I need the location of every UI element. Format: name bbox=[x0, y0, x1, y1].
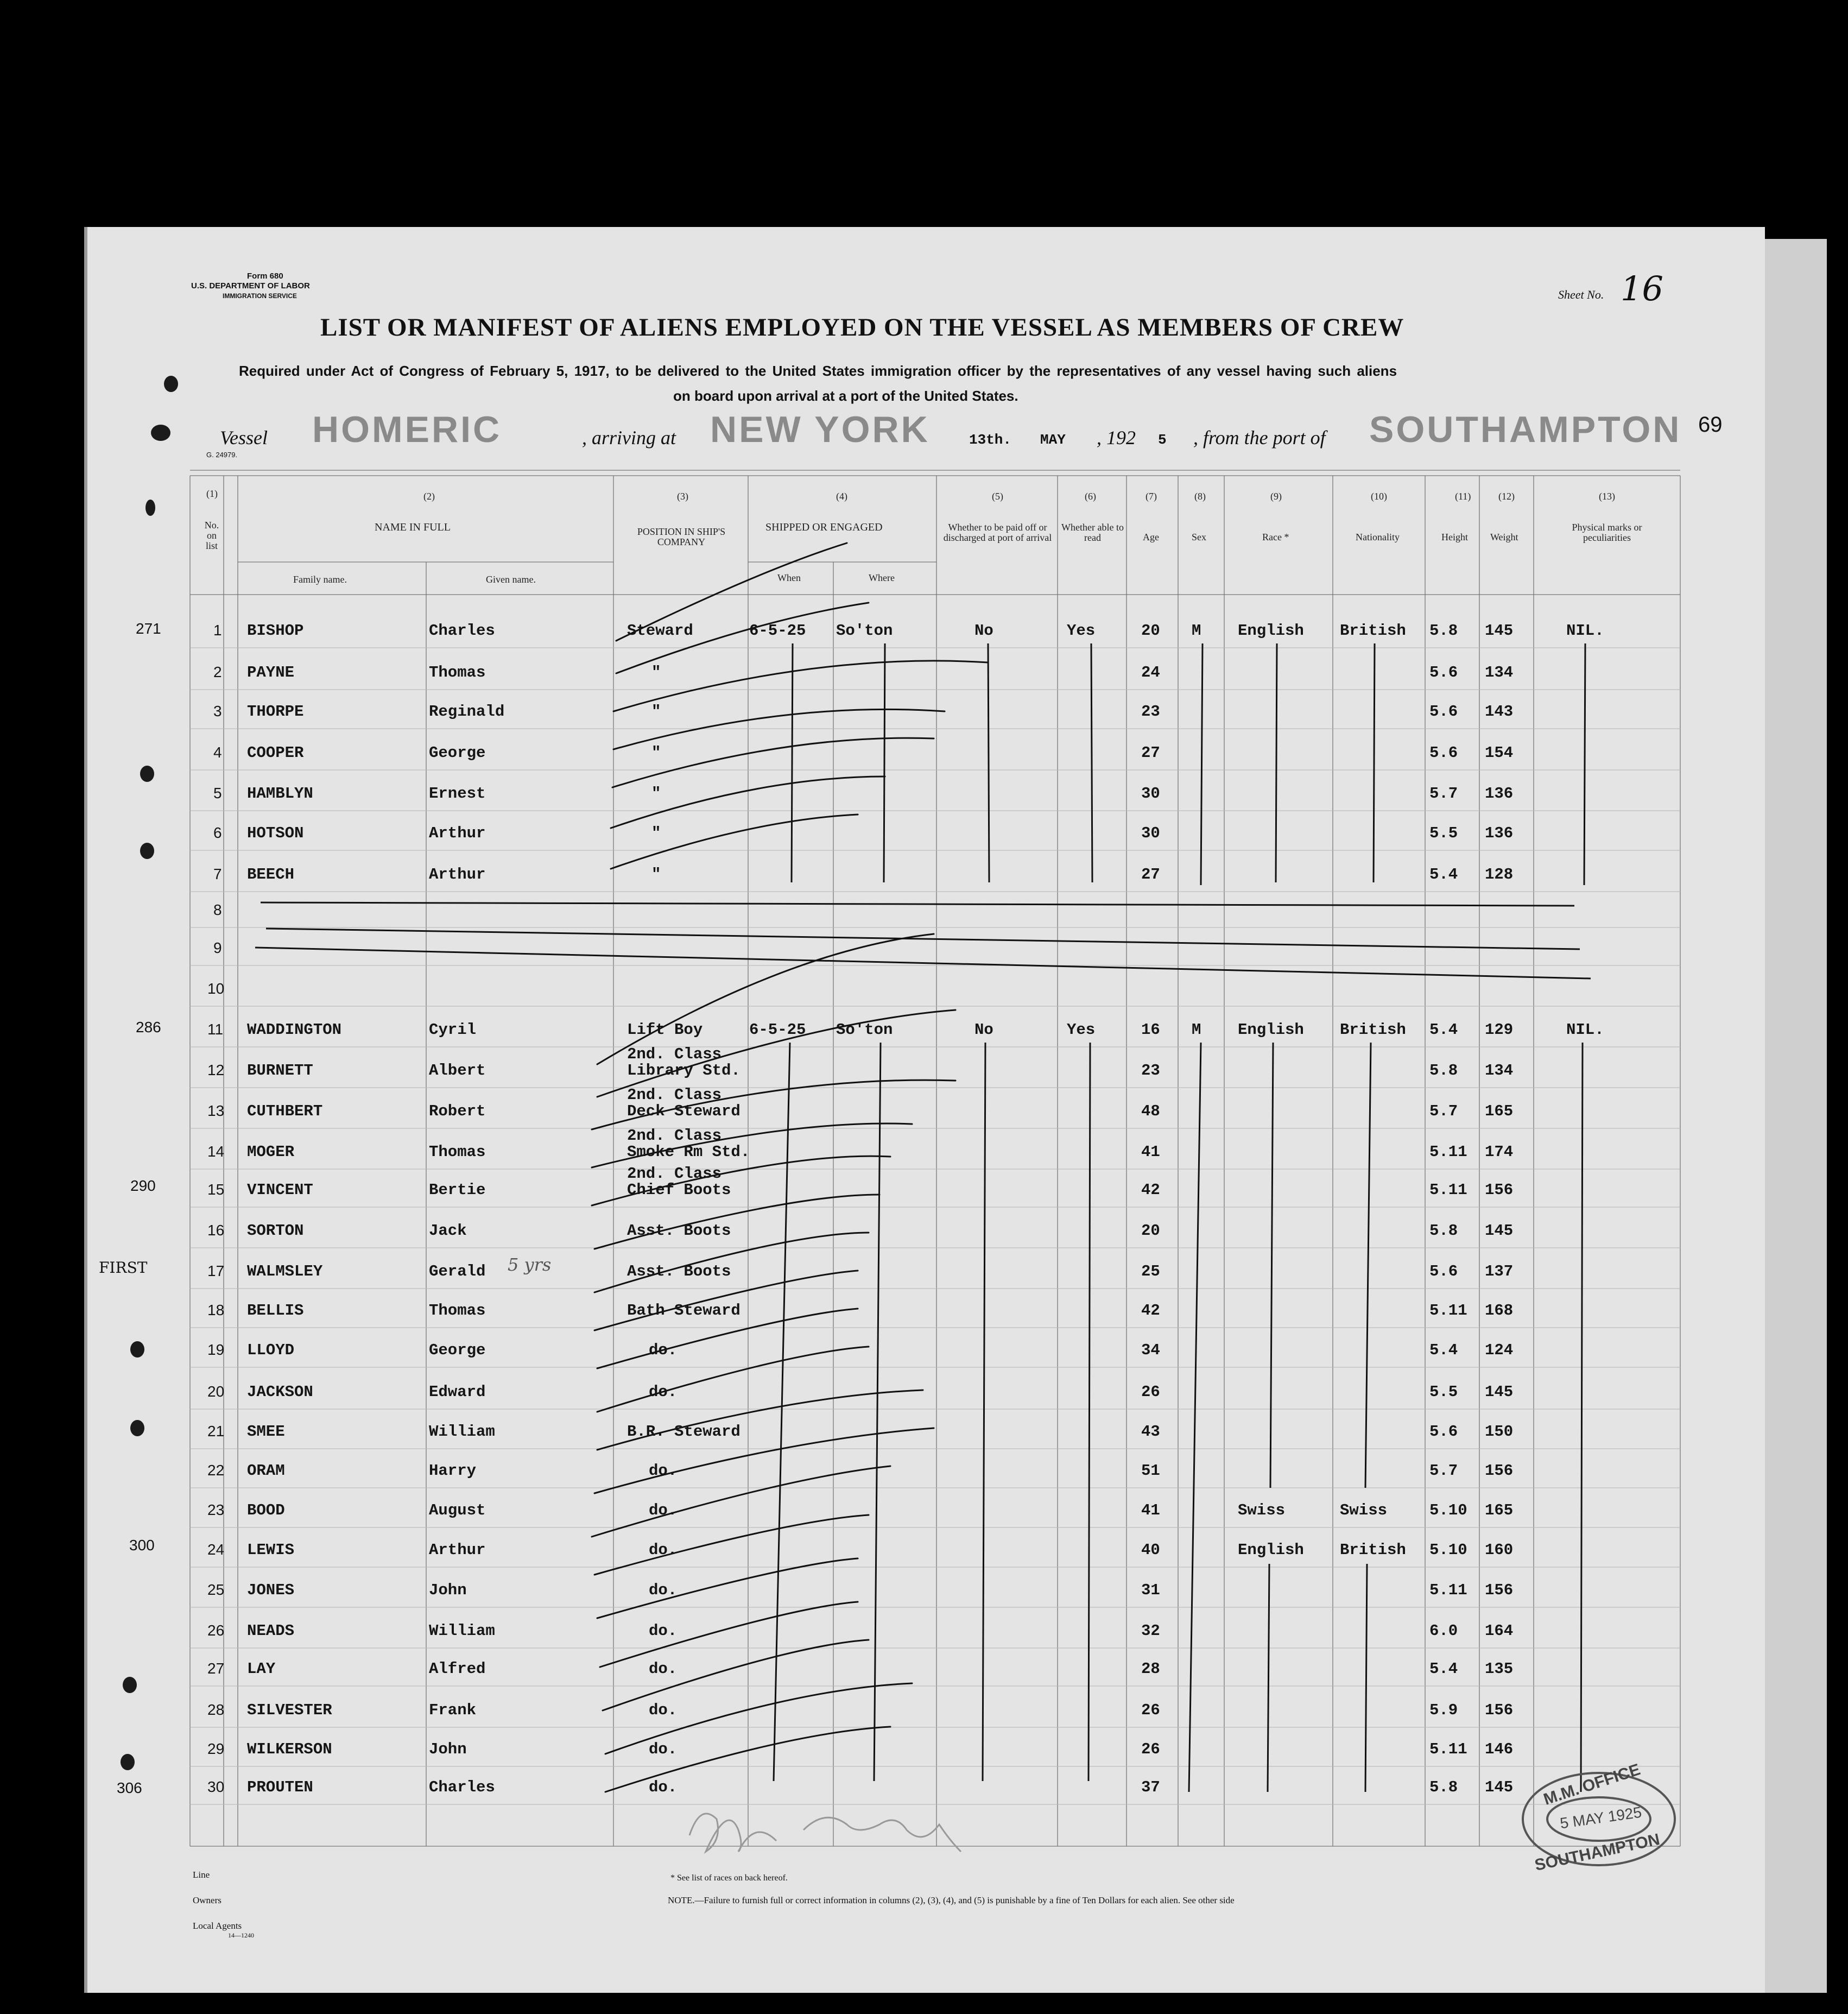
cell-given: Cyril bbox=[429, 1021, 477, 1039]
col1-label-text: No. on list bbox=[204, 520, 219, 551]
arrival-port: NEW YORK bbox=[710, 409, 930, 450]
cell-family: NEADS bbox=[247, 1622, 295, 1640]
cell-family: WADDINGTON bbox=[247, 1021, 342, 1039]
cell-weight: 156 bbox=[1485, 1181, 1514, 1199]
cell-no: 15 bbox=[207, 1181, 225, 1198]
cell-family: HAMBLYN bbox=[247, 785, 313, 803]
cell-age: 28 bbox=[1141, 1660, 1160, 1678]
cell-weight: 164 bbox=[1485, 1622, 1514, 1640]
cell-given: Harry bbox=[429, 1462, 477, 1480]
cell-no: 1 bbox=[213, 622, 222, 639]
cell-height: 5.8 bbox=[1429, 622, 1458, 640]
cell-height: 5.7 bbox=[1429, 785, 1458, 803]
cell-family: VINCENT bbox=[247, 1181, 313, 1199]
cell-no: 21 bbox=[207, 1423, 225, 1440]
cell-position: " bbox=[651, 664, 661, 681]
cell-family: PAYNE bbox=[247, 664, 295, 681]
cell-position: do. bbox=[649, 1581, 678, 1599]
col9-label: Race * bbox=[1262, 532, 1289, 542]
stamp-top: M.M. OFFICE bbox=[1541, 1760, 1643, 1809]
footer-footnote: * See list of races on back hereof. bbox=[670, 1873, 788, 1883]
cell-given: Arthur bbox=[429, 824, 486, 842]
cell-weight: 134 bbox=[1485, 1062, 1514, 1079]
col10-num: (10) bbox=[1371, 491, 1387, 502]
cell-position: do. bbox=[649, 1622, 678, 1640]
cell-age: 41 bbox=[1141, 1143, 1160, 1161]
cell-given: Charles bbox=[429, 1778, 495, 1796]
cell-no: 30 bbox=[207, 1778, 225, 1795]
col4-label: SHIPPED OR ENGAGED bbox=[765, 521, 883, 533]
cell-age: 43 bbox=[1141, 1423, 1160, 1441]
cell-paid: No bbox=[974, 622, 993, 640]
cell-weight: 150 bbox=[1485, 1423, 1514, 1441]
footer-agents-label: Local Agents bbox=[193, 1921, 242, 1931]
cell-age: 26 bbox=[1141, 1383, 1160, 1401]
cell-weight: 136 bbox=[1485, 824, 1514, 842]
col2-family: Family name. bbox=[293, 574, 347, 585]
cell-given: Ernest bbox=[429, 785, 486, 803]
cell-age: 31 bbox=[1141, 1581, 1160, 1599]
cell-height: 5.8 bbox=[1429, 1062, 1458, 1079]
margin-note: 290 bbox=[130, 1177, 156, 1194]
footer-owners-label: Owners bbox=[193, 1895, 221, 1905]
cell-height: 5.7 bbox=[1429, 1462, 1458, 1480]
cell-height: 5.4 bbox=[1429, 1021, 1458, 1039]
cell-family: BISHOP bbox=[247, 622, 304, 640]
cell-given: Reginald bbox=[429, 703, 505, 721]
cell-age: 27 bbox=[1141, 744, 1160, 762]
sheet-number: 16 bbox=[1621, 269, 1663, 308]
cell-position: do. bbox=[649, 1660, 678, 1678]
cell-no: 25 bbox=[207, 1581, 225, 1598]
cell-given: John bbox=[429, 1581, 467, 1599]
cell-position: " bbox=[651, 744, 661, 762]
cell-weight: 145 bbox=[1485, 1222, 1514, 1240]
cell-age: 32 bbox=[1141, 1622, 1160, 1640]
cell-height: 5.6 bbox=[1429, 744, 1458, 762]
cell-read: Yes bbox=[1067, 1021, 1096, 1039]
cell-given: Jack bbox=[429, 1222, 467, 1240]
cell-height: 5.5 bbox=[1429, 1383, 1458, 1401]
cell-position: 2nd. Class bbox=[627, 1086, 722, 1104]
cell-age: 42 bbox=[1141, 1302, 1160, 1319]
date-day: 13th. bbox=[969, 432, 1012, 448]
cell-weight: 156 bbox=[1485, 1462, 1514, 1480]
cell-position: " bbox=[651, 866, 661, 883]
cell-race: English bbox=[1238, 1541, 1304, 1559]
cell-weight: 165 bbox=[1485, 1102, 1514, 1120]
col10-label: Nationality bbox=[1356, 532, 1400, 542]
cell-age: 20 bbox=[1141, 622, 1160, 640]
cell-family: WALMSLEY bbox=[247, 1262, 323, 1280]
margin-note: 300 bbox=[129, 1537, 155, 1554]
cell-race: English bbox=[1238, 622, 1304, 640]
cell-position: 2nd. Class bbox=[627, 1045, 722, 1063]
cell-given: August bbox=[429, 1501, 486, 1519]
cell-position: Asst. Boots bbox=[627, 1222, 731, 1240]
cell-position: Bath Steward bbox=[627, 1302, 741, 1319]
cell-family: CUTHBERT bbox=[247, 1102, 323, 1120]
col2-given: Given name. bbox=[486, 574, 536, 585]
cell-no: 24 bbox=[207, 1541, 225, 1558]
cell-weight: 128 bbox=[1485, 866, 1514, 883]
cell-height: 5.8 bbox=[1429, 1222, 1458, 1240]
cell-family: SMEE bbox=[247, 1423, 285, 1441]
cell-weight: 124 bbox=[1485, 1341, 1514, 1359]
page-ref: 69 bbox=[1698, 413, 1723, 437]
cell-no: 5 bbox=[213, 785, 222, 801]
cell-given: William bbox=[429, 1423, 495, 1441]
footer-line-label: Line bbox=[193, 1870, 210, 1880]
year-suffix: 5 bbox=[1158, 432, 1167, 448]
cell-age: 24 bbox=[1141, 664, 1160, 681]
cell-age: 30 bbox=[1141, 785, 1160, 803]
cell-age: 42 bbox=[1141, 1181, 1160, 1199]
cell-position-line2: Chief Boots bbox=[627, 1181, 731, 1199]
cell-family: BOOD bbox=[247, 1501, 285, 1519]
cell-marks: NIL. bbox=[1566, 1021, 1604, 1039]
cell-sex: M bbox=[1192, 1021, 1201, 1039]
cell-height: 5.10 bbox=[1429, 1501, 1467, 1519]
cell-given: George bbox=[429, 1341, 486, 1359]
cell-age: 27 bbox=[1141, 866, 1160, 883]
cell-position: 2nd. Class bbox=[627, 1127, 722, 1145]
cell-no: 3 bbox=[213, 703, 222, 719]
department: U.S. DEPARTMENT OF LABOR bbox=[191, 281, 310, 291]
cell-given: William bbox=[429, 1622, 495, 1640]
col8-label: Sex bbox=[1192, 532, 1206, 542]
cell-family: PROUTEN bbox=[247, 1778, 313, 1796]
cell-given: Thomas bbox=[429, 664, 486, 681]
cell-family: BELLIS bbox=[247, 1302, 304, 1319]
cell-no: 28 bbox=[207, 1701, 225, 1718]
cell-weight: 174 bbox=[1485, 1143, 1514, 1161]
cell-no: 6 bbox=[213, 824, 222, 841]
cell-height: 6.0 bbox=[1429, 1622, 1458, 1640]
cell-weight: 145 bbox=[1485, 1778, 1514, 1796]
cell-no: 13 bbox=[207, 1102, 225, 1119]
form-subtitle-2: on board upon arrival at a port of the United States. bbox=[673, 388, 1018, 404]
stamp-bottom: SOUTHAMPTON bbox=[1533, 1830, 1662, 1875]
col11-num: (11) bbox=[1455, 491, 1471, 502]
cell-no: 16 bbox=[207, 1222, 225, 1239]
margin-note: 306 bbox=[117, 1779, 142, 1796]
cell-position: do. bbox=[649, 1383, 678, 1401]
cell-no: 27 bbox=[207, 1660, 225, 1677]
cell-no: 14 bbox=[207, 1143, 225, 1160]
cell-when: 6-5-25 bbox=[749, 622, 806, 640]
cell-when: 6-5-25 bbox=[749, 1021, 806, 1039]
cell-weight: 146 bbox=[1485, 1740, 1514, 1758]
col3-num: (3) bbox=[677, 491, 688, 502]
cell-weight: 160 bbox=[1485, 1541, 1514, 1559]
cell-position: Steward bbox=[627, 622, 693, 640]
cell-weight: 137 bbox=[1485, 1262, 1514, 1280]
cell-height: 5.11 bbox=[1429, 1740, 1467, 1758]
margin-note: 271 bbox=[136, 620, 161, 637]
cell-no: 9 bbox=[213, 939, 222, 956]
cell-height: 5.11 bbox=[1429, 1143, 1467, 1161]
col3-label-text: POSITION IN SHIP'S COMPANY bbox=[637, 526, 726, 547]
cell-nationality: British bbox=[1340, 1541, 1406, 1559]
cell-given: Edward bbox=[429, 1383, 486, 1401]
cell-position-line2: Smoke Rm Std. bbox=[627, 1143, 750, 1161]
margin-note: FIRST bbox=[99, 1259, 148, 1277]
cell-position: do. bbox=[649, 1778, 678, 1796]
cell-position: B.R. Steward bbox=[627, 1423, 741, 1441]
cell-given: Alfred bbox=[429, 1660, 486, 1678]
cell-nationality: Swiss bbox=[1340, 1501, 1388, 1519]
col13-num: (13) bbox=[1599, 491, 1615, 502]
col5-label bbox=[939, 522, 1056, 543]
cell-given: Bertie bbox=[429, 1181, 486, 1199]
cell-no: 26 bbox=[207, 1622, 225, 1639]
cell-position: " bbox=[651, 785, 661, 803]
col4-when: When bbox=[777, 572, 801, 583]
col6-label-text: Whether able to read bbox=[1061, 522, 1124, 543]
year-prefix: , 192 bbox=[1097, 427, 1136, 449]
cell-no: 7 bbox=[213, 866, 222, 882]
cell-height: 5.11 bbox=[1429, 1302, 1467, 1319]
cell-height: 5.8 bbox=[1429, 1778, 1458, 1796]
cell-position: do. bbox=[649, 1462, 678, 1480]
cell-family: LAY bbox=[247, 1660, 276, 1678]
col1-label bbox=[201, 520, 223, 551]
cell-no: 10 bbox=[207, 980, 225, 997]
cell-weight: 143 bbox=[1485, 703, 1514, 721]
cell-given: John bbox=[429, 1740, 467, 1758]
cell-weight: 168 bbox=[1485, 1302, 1514, 1319]
cell-no: 8 bbox=[213, 901, 222, 918]
cell-height: 5.11 bbox=[1429, 1181, 1467, 1199]
cell-given: Frank bbox=[429, 1701, 477, 1719]
cell-age: 30 bbox=[1141, 824, 1160, 842]
cell-age: 40 bbox=[1141, 1541, 1160, 1559]
col3-label bbox=[616, 527, 746, 547]
col9-num: (9) bbox=[1270, 491, 1282, 502]
cell-height: 5.7 bbox=[1429, 1102, 1458, 1120]
cell-age: 23 bbox=[1141, 703, 1160, 721]
cell-position: " bbox=[651, 703, 661, 721]
cell-sex: M bbox=[1192, 622, 1201, 640]
cell-given: Thomas bbox=[429, 1302, 486, 1319]
cell-given: Gerald bbox=[429, 1262, 486, 1280]
col4-num: (4) bbox=[836, 491, 847, 502]
cell-family: BURNETT bbox=[247, 1062, 313, 1079]
cell-no: 23 bbox=[207, 1501, 225, 1518]
col2-label: NAME IN FULL bbox=[375, 521, 451, 533]
cell-read: Yes bbox=[1067, 622, 1096, 640]
cell-nationality: British bbox=[1340, 1021, 1406, 1039]
cell-height: 5.4 bbox=[1429, 866, 1458, 883]
cell-age: 23 bbox=[1141, 1062, 1160, 1079]
cell-family: JONES bbox=[247, 1581, 295, 1599]
cell-age: 41 bbox=[1141, 1501, 1160, 1519]
col5-label-text: Whether to be paid off or discharged at port of arrival bbox=[943, 522, 1052, 543]
cell-height: 5.6 bbox=[1429, 703, 1458, 721]
cell-weight: 129 bbox=[1485, 1021, 1514, 1039]
cell-no: 2 bbox=[213, 664, 222, 680]
cell-family: BEECH bbox=[247, 866, 295, 883]
cell-race: Swiss bbox=[1238, 1501, 1286, 1519]
cell-age: 16 bbox=[1141, 1021, 1160, 1039]
cell-position: Lift Boy bbox=[627, 1021, 703, 1039]
g-number: G. 24979. bbox=[206, 451, 238, 459]
cell-paid: No bbox=[974, 1021, 993, 1039]
cell-where: So'ton bbox=[836, 1021, 893, 1039]
stamp-date: 5 MAY 1925 bbox=[1559, 1803, 1643, 1832]
from-label: , from the port of bbox=[1193, 427, 1326, 449]
cell-height: 5.4 bbox=[1429, 1660, 1458, 1678]
cell-position: " bbox=[651, 824, 661, 842]
cell-family: SORTON bbox=[247, 1222, 304, 1240]
cell-family: COOPER bbox=[247, 744, 304, 762]
cell-age: 37 bbox=[1141, 1778, 1160, 1796]
cell-weight: 145 bbox=[1485, 1383, 1514, 1401]
cell-position: do. bbox=[649, 1341, 678, 1359]
service: IMMIGRATION SERVICE bbox=[223, 292, 297, 300]
cell-height: 5.10 bbox=[1429, 1541, 1467, 1559]
cell-height: 5.9 bbox=[1429, 1701, 1458, 1719]
cell-age: 51 bbox=[1141, 1462, 1160, 1480]
col6-num: (6) bbox=[1085, 491, 1096, 502]
cell-position: do. bbox=[649, 1701, 678, 1719]
cell-no: 22 bbox=[207, 1462, 225, 1479]
col7-num: (7) bbox=[1145, 491, 1157, 502]
cell-family: ORAM bbox=[247, 1462, 285, 1480]
cell-family: LEWIS bbox=[247, 1541, 295, 1559]
walmsley-note: 5 yrs bbox=[508, 1254, 552, 1275]
cell-height: 5.6 bbox=[1429, 1262, 1458, 1280]
cell-age: 20 bbox=[1141, 1222, 1160, 1240]
footer-note: NOTE.—Failure to furnish full or correct information in columns (2), (3), (4), and (5) is punishable by a fine of Ten Dollars for each alien. See other side bbox=[668, 1895, 1235, 1905]
cell-weight: 165 bbox=[1485, 1501, 1514, 1519]
margin-note: 286 bbox=[136, 1019, 161, 1036]
col11-label: Height bbox=[1441, 532, 1468, 542]
cell-height: 5.4 bbox=[1429, 1341, 1458, 1359]
cell-given: Arthur bbox=[429, 866, 486, 883]
footer-agents-code: 14—1240 bbox=[228, 1931, 254, 1939]
cell-no: 4 bbox=[213, 744, 222, 761]
col12-label: Weight bbox=[1490, 532, 1518, 542]
cell-no: 29 bbox=[207, 1740, 225, 1757]
cell-family: WILKERSON bbox=[247, 1740, 332, 1758]
cell-given: Arthur bbox=[429, 1541, 486, 1559]
cell-position: Asst. Boots bbox=[627, 1262, 731, 1280]
cell-height: 5.11 bbox=[1429, 1581, 1467, 1599]
cell-race: English bbox=[1238, 1021, 1304, 1039]
cell-position: 2nd. Class bbox=[627, 1165, 722, 1183]
cell-family: LLOYD bbox=[247, 1341, 295, 1359]
cell-family: THORPE bbox=[247, 703, 304, 721]
cell-no: 11 bbox=[207, 1021, 224, 1038]
vessel-label: Vessel bbox=[220, 427, 268, 449]
col5-num: (5) bbox=[992, 491, 1003, 502]
cell-no: 17 bbox=[207, 1262, 225, 1279]
col6-label bbox=[1061, 522, 1124, 543]
cell-no: 12 bbox=[207, 1062, 225, 1078]
col12-num: (12) bbox=[1498, 491, 1515, 502]
cell-weight: 156 bbox=[1485, 1581, 1514, 1599]
cell-position-line2: Library Std. bbox=[627, 1062, 741, 1079]
cell-where: So'ton bbox=[836, 622, 893, 640]
cell-age: 25 bbox=[1141, 1262, 1160, 1280]
cell-nationality: British bbox=[1340, 622, 1406, 640]
form-subtitle-1: Required under Act of Congress of February 5, 1917, to be delivered to the United States immigration officer by the representatives of any vessel having such aliens bbox=[239, 363, 1397, 379]
cell-family: HOTSON bbox=[247, 824, 304, 842]
vessel-name: HOMERIC bbox=[312, 409, 502, 450]
cell-weight: 154 bbox=[1485, 744, 1514, 762]
date-month: MAY bbox=[1040, 432, 1066, 448]
cell-family: JACKSON bbox=[247, 1383, 313, 1401]
cell-weight: 145 bbox=[1485, 622, 1514, 640]
cell-given: Robert bbox=[429, 1102, 486, 1120]
sheet-label: Sheet No. bbox=[1558, 288, 1604, 301]
form-title: LIST OR MANIFEST OF ALIENS EMPLOYED ON THE VESSEL AS MEMBERS OF CREW bbox=[320, 313, 1404, 342]
cell-weight: 156 bbox=[1485, 1701, 1514, 1719]
form-number: Form 680 bbox=[247, 272, 283, 281]
cell-weight: 136 bbox=[1485, 785, 1514, 803]
departure-port: SOUTHAMPTON bbox=[1369, 409, 1682, 450]
cell-weight: 134 bbox=[1485, 664, 1514, 681]
cell-height: 5.6 bbox=[1429, 664, 1458, 681]
cell-position: do. bbox=[649, 1501, 678, 1519]
cell-age: 26 bbox=[1141, 1701, 1160, 1719]
cell-weight: 135 bbox=[1485, 1660, 1514, 1678]
col2-num: (2) bbox=[423, 491, 435, 502]
cell-age: 48 bbox=[1141, 1102, 1160, 1120]
cell-position-line2: Deck Steward bbox=[627, 1102, 741, 1120]
cell-age: 26 bbox=[1141, 1740, 1160, 1758]
cell-no: 20 bbox=[207, 1383, 225, 1400]
cell-no: 18 bbox=[207, 1302, 225, 1318]
cell-given: Albert bbox=[429, 1062, 486, 1079]
cell-position: do. bbox=[649, 1740, 678, 1758]
col13-label bbox=[1553, 522, 1661, 543]
col1-num: (1) bbox=[206, 488, 218, 499]
cell-position: do. bbox=[649, 1541, 678, 1559]
col7-label: Age bbox=[1143, 532, 1159, 542]
cell-family: MOGER bbox=[247, 1143, 295, 1161]
cell-family: SILVESTER bbox=[247, 1701, 332, 1719]
cell-height: 5.6 bbox=[1429, 1423, 1458, 1441]
cell-marks: NIL. bbox=[1566, 622, 1604, 640]
cell-given: Charles bbox=[429, 622, 495, 640]
arriving-label: , arriving at bbox=[582, 427, 676, 449]
cell-given: Thomas bbox=[429, 1143, 486, 1161]
cell-age: 34 bbox=[1141, 1341, 1160, 1359]
cell-height: 5.5 bbox=[1429, 824, 1458, 842]
cell-no: 19 bbox=[207, 1341, 225, 1358]
col13-label-text: Physical marks or peculiarities bbox=[1572, 522, 1642, 543]
col8-num: (8) bbox=[1194, 491, 1206, 502]
cell-given: George bbox=[429, 744, 486, 762]
col4-where: Where bbox=[869, 572, 895, 583]
